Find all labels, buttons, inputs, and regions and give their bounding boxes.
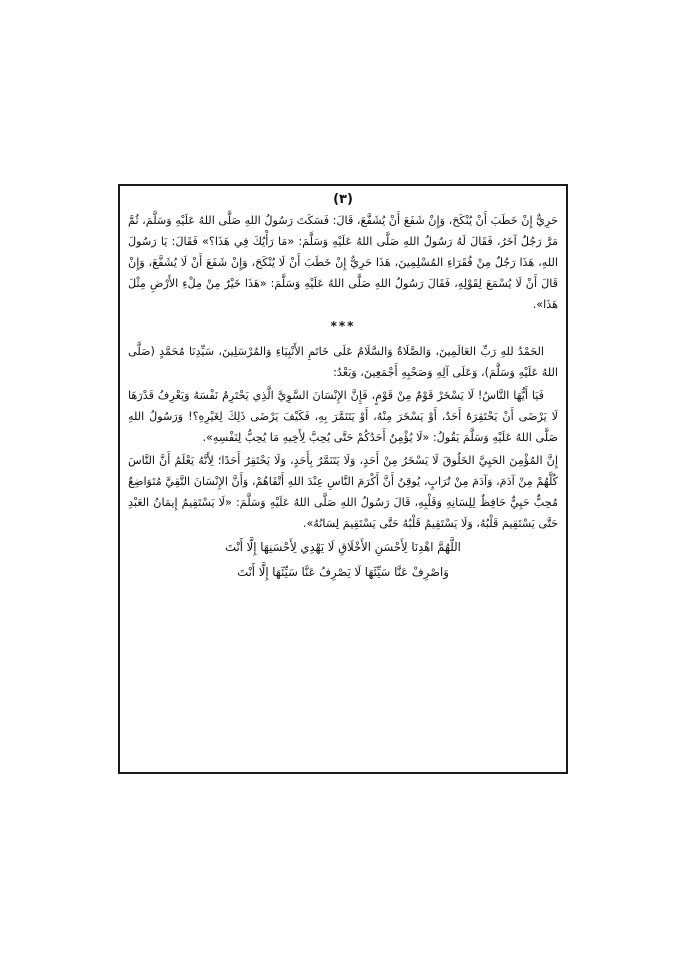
- mockery-paragraph: فَيَا أَيُّهَا النَّاسُ! لَا يَسْخَرْ قَوْمٌ مِنْ قَوْمٍ، فَإِنَّ الإِنْسَانَ السَّوِيَّ الَّذِي يَحْتَرِمُ نَفْسَهُ وَيَعْرِفُ قَدْرَهَا لَا يَرْضَى أَنْ يَحْتَقِرَهُ أَحَدٌ، أَوْ يَسْخَرَ مِنْهُ، أَوْ يَتَنَمَّرَ بِهِ، فَكَيْفَ يَرْضَى ذَلِكَ لِغَيْرِهِ؟! وَرَسُولُ اللهِ صَلَّى اللهُ عَلَيْهِ وَسَلَّمَ يَقُولُ: «لَا يُؤْمِنُ أَحَدُكُمْ حَتَّى يُحِبَّ لِأَخِيهِ مَا يُحِبُّ لِنَفْسِهِ».: [128, 389, 558, 444]
- supplication-line-2: وَاصْرِفْ عَنَّا سَيِّئَهَا لَا يَصْرِفُ عَنَّا سَيِّئَهَا إِلَّا أَنْتَ: [237, 565, 449, 579]
- opening-praise-paragraph: الحَمْدُ للهِ رَبِّ العَالَمِينَ، وَالصَّلَاةُ وَالسَّلَامُ عَلَى خَاتَمِ الأَنْبِيَاءِ وَالمُرْسَلِينَ، سَيِّدِنَا مُحَمَّدٍ (صَلَّى اللهُ عَلَيْهِ وَسَلَّمَ)، وَعَلَى آلِهِ وَصَحْبِهِ أَجْمَعِينَ، وَبَعْدُ:: [128, 345, 558, 379]
- document-content: [128, 192, 558, 584]
- section-separator: ***: [330, 319, 356, 333]
- page-number: (٣): [333, 192, 353, 207]
- hadith-paragraph: حَرِيٌّ إِنْ خَطَبَ أَنْ يُنْكَحَ، وَإِنْ شَفَعَ أَنْ يُشَفَّعَ، قَالَ: فَسَكَتَ رَسُولُ اللهِ صَلَّى اللهُ عَلَيْهِ وَسَلَّمَ، ثُمَّ مَرَّ رَجُلٌ آخَرُ، فَقَالَ لَهُ رَسُولُ اللهِ صَلَّى اللهُ عَلَيْهِ وَسَلَّمَ: «مَا رَأْيُكَ فِي هَذَا؟» فَقَالَ: يَا رَسُولَ اللهِ، هَذَا رَجُلٌ مِنْ فُقَرَاءِ المُسْلِمِينَ، هَذَا حَرِيٌّ إِنْ خَطَبَ أَنْ لَا يُنْكَحَ، وَإِنْ شَفَعَ أَنْ لَا يُشَفَّعَ، وَإِنْ قَالَ أَنْ لَا يُسْمَعَ لِقَوْلِهِ، فَقَالَ رَسُولُ اللهِ صَلَّى اللهُ عَلَيْهِ وَسَلَّمَ: «هَذَا خَيْرٌ مِنْ مِلْءِ الأَرْضِ مِثْلَ هَذَا».: [128, 214, 558, 311]
- supplication-line-1: اللَّهُمَّ اهْدِنَا لِأَحْسَنِ الأَخْلَاقِ لَا يَهْدِي لِأَحْسَنِهَا إِلَّا أَنْتَ: [225, 540, 461, 554]
- believer-paragraph: إِنَّ المُؤْمِنَ الحَيِيَّ الخَلُوقَ لَا يَسْخَرُ مِنْ أَحَدٍ، وَلَا يَتَنَمَّرُ بِأَحَدٍ، وَلَا يَحْتَقِرُ أَحَدًا؛ لِأَنَّهُ يَعْلَمُ أَنَّ النَّاسَ كُلَّهُمْ مِنْ آدَمَ، وَآدَمَ مِنْ تُرَابٍ، يُوقِنُ أَنَّ أَكْرَمَ النَّاسِ عِنْدَ اللهِ أَتْقَاهُمْ، وَأَنَّ الإِنْسَانَ التَّقِيَّ مُتَوَاضِعٌ مُحِبٌّ حَيِيٌّ حَافِظٌ لِلِسَانِهِ وَقَلْبِهِ، قَالَ رَسُولُ اللهِ صَلَّى اللهُ عَلَيْهِ وَسَلَّمَ: «لَا يَسْتَقِيمُ إِيمَانُ العَبْدِ حَتَّى يَسْتَقِيمَ قَلْبُهُ، وَلَا يَسْتَقِيمُ قَلْبُهُ حَتَّى يَسْتَقِيمَ لِسَانُهُ».: [128, 454, 558, 530]
- page-frame: [118, 184, 568, 774]
